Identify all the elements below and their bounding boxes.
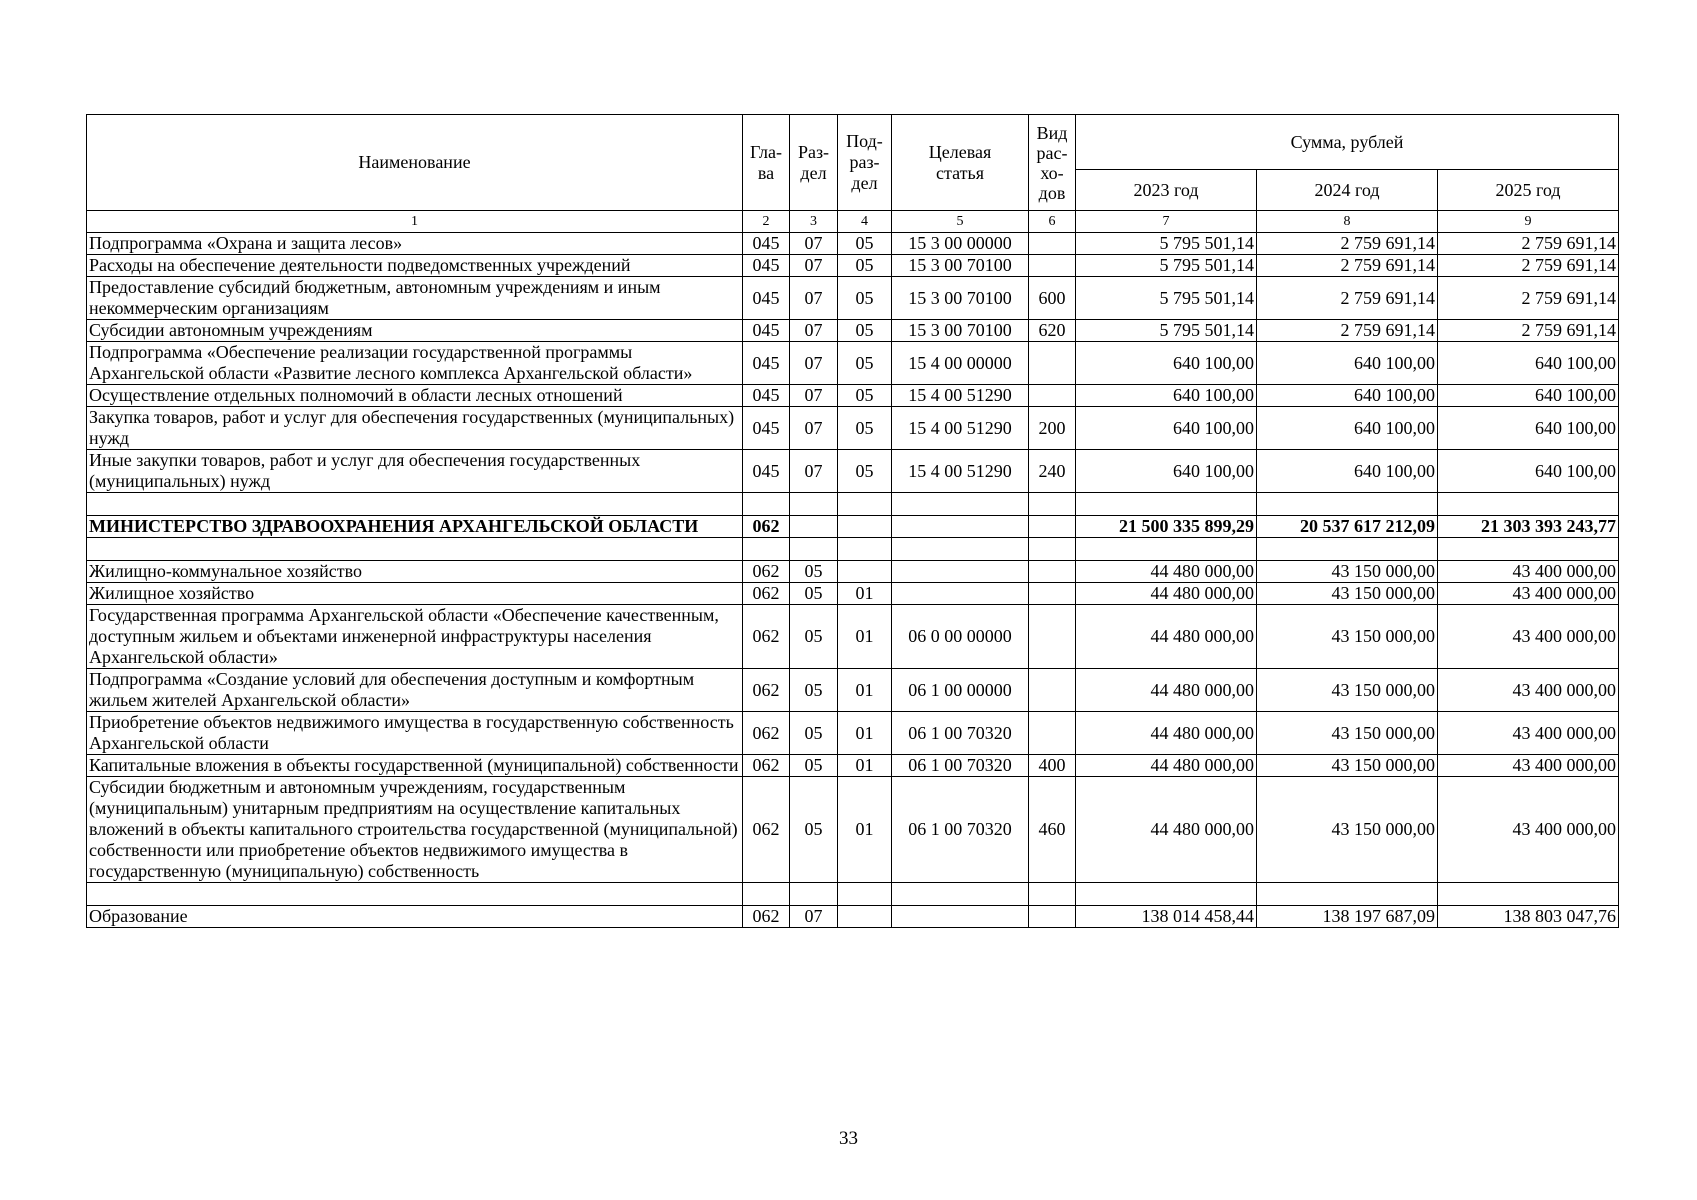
row-sum-2024: 640 100,00 [1257, 342, 1438, 385]
row-sum-2023: 44 480 000,00 [1076, 777, 1257, 883]
table-row [87, 561, 1619, 583]
row-razdel: 07 [790, 450, 838, 493]
table-body [87, 233, 1619, 928]
row-sum-2024: 20 537 617 212,09 [1257, 516, 1438, 538]
row-celevaya: 06 0 00 00000 [892, 605, 1029, 669]
table-row [87, 712, 1619, 755]
row-glava: 045 [743, 450, 790, 493]
row-sum-2023: 138 014 458,44 [1076, 906, 1257, 928]
blank-cell [838, 538, 892, 561]
row-glava: 045 [743, 385, 790, 407]
blank-row [87, 493, 1619, 516]
row-sum-2025: 43 400 000,00 [1438, 712, 1619, 755]
row-name: Подпрограмма «Создание условий для обеспечения доступным и комфортным жильем жителей Архангельской области» [87, 669, 743, 712]
row-podrazdel: 05 [838, 233, 892, 255]
row-sum-2024: 43 150 000,00 [1257, 561, 1438, 583]
row-sum-2025: 2 759 691,14 [1438, 233, 1619, 255]
row-celevaya [892, 583, 1029, 605]
row-glava: 062 [743, 561, 790, 583]
row-sum-2023: 640 100,00 [1076, 407, 1257, 450]
table-row [87, 583, 1619, 605]
blank-cell [1029, 883, 1076, 906]
col-number: 4 [838, 211, 892, 233]
row-sum-2025: 43 400 000,00 [1438, 605, 1619, 669]
row-glava: 045 [743, 342, 790, 385]
row-name: Субсидии бюджетным и автономным учреждениям, государственным (муниципальным) унитарным предприятиям на осуществление капитальных вложений в объекты капитального строительства государственной (муниципальной) собственности или приобретение объектов недвижимого имущества в государственную (муниципальную) собственность [87, 777, 743, 883]
row-sum-2024: 640 100,00 [1257, 407, 1438, 450]
row-vid: 400 [1029, 755, 1076, 777]
row-sum-2024: 43 150 000,00 [1257, 712, 1438, 755]
row-glava: 045 [743, 277, 790, 320]
row-podrazdel: 05 [838, 385, 892, 407]
blank-cell [87, 883, 743, 906]
row-podrazdel: 05 [838, 407, 892, 450]
row-razdel: 05 [790, 605, 838, 669]
row-sum-2023: 44 480 000,00 [1076, 605, 1257, 669]
row-glava: 045 [743, 233, 790, 255]
row-celevaya: 15 3 00 70100 [892, 277, 1029, 320]
row-sum-2025: 138 803 047,76 [1438, 906, 1619, 928]
row-celevaya: 15 4 00 51290 [892, 450, 1029, 493]
table-row [87, 777, 1619, 883]
row-glava: 062 [743, 755, 790, 777]
table-row [87, 516, 1619, 538]
row-glava: 062 [743, 712, 790, 755]
blank-cell [743, 493, 790, 516]
row-sum-2023: 44 480 000,00 [1076, 712, 1257, 755]
row-podrazdel: 01 [838, 669, 892, 712]
row-name: Образование [87, 906, 743, 928]
header-summa: Сумма, рублей [1076, 115, 1619, 170]
row-name: Приобретение объектов недвижимого имущества в государственную собственность Архангельской области [87, 712, 743, 755]
row-celevaya: 15 3 00 00000 [892, 233, 1029, 255]
row-glava: 062 [743, 605, 790, 669]
row-glava: 045 [743, 320, 790, 342]
row-sum-2023: 5 795 501,14 [1076, 255, 1257, 277]
col-number: 8 [1257, 211, 1438, 233]
table-row [87, 755, 1619, 777]
budget-table [86, 114, 1619, 928]
row-razdel: 05 [790, 755, 838, 777]
row-celevaya: 15 3 00 70100 [892, 320, 1029, 342]
row-vid [1029, 906, 1076, 928]
header-year-2024: 2024 год [1257, 170, 1438, 211]
row-sum-2025: 640 100,00 [1438, 450, 1619, 493]
row-celevaya: 06 1 00 00000 [892, 669, 1029, 712]
row-podrazdel [838, 561, 892, 583]
row-name: Подпрограмма «Обеспечение реализации государственной программы Архангельской области «Развитие лесного комплекса Архангельской области» [87, 342, 743, 385]
row-glava: 062 [743, 516, 790, 538]
header-year-2025: 2025 год [1438, 170, 1619, 211]
col-number: 1 [87, 211, 743, 233]
column-number-row [87, 211, 1619, 233]
row-sum-2023: 640 100,00 [1076, 385, 1257, 407]
row-sum-2023: 640 100,00 [1076, 450, 1257, 493]
blank-cell [790, 493, 838, 516]
row-vid: 240 [1029, 450, 1076, 493]
table-row [87, 669, 1619, 712]
row-name: Закупка товаров, работ и услуг для обеспечения государственных (муниципальных) нужд [87, 407, 743, 450]
row-sum-2025: 43 400 000,00 [1438, 755, 1619, 777]
blank-cell [87, 493, 743, 516]
row-sum-2024: 43 150 000,00 [1257, 583, 1438, 605]
row-celevaya: 06 1 00 70320 [892, 755, 1029, 777]
table-row [87, 277, 1619, 320]
row-podrazdel: 01 [838, 712, 892, 755]
page-number: 33 [839, 1128, 858, 1149]
row-glava: 062 [743, 906, 790, 928]
row-razdel: 05 [790, 712, 838, 755]
row-sum-2024: 43 150 000,00 [1257, 777, 1438, 883]
row-glava: 062 [743, 777, 790, 883]
row-sum-2025: 43 400 000,00 [1438, 583, 1619, 605]
blank-cell [1257, 883, 1438, 906]
row-vid: 200 [1029, 407, 1076, 450]
row-podrazdel [838, 516, 892, 538]
blank-cell [1438, 538, 1619, 561]
blank-cell [1076, 538, 1257, 561]
blank-cell [1257, 493, 1438, 516]
row-sum-2024: 2 759 691,14 [1257, 233, 1438, 255]
row-celevaya: 15 4 00 51290 [892, 385, 1029, 407]
row-celevaya [892, 906, 1029, 928]
row-razdel: 07 [790, 233, 838, 255]
row-podrazdel: 01 [838, 583, 892, 605]
row-podrazdel: 05 [838, 255, 892, 277]
row-sum-2025: 640 100,00 [1438, 385, 1619, 407]
row-celevaya [892, 516, 1029, 538]
row-sum-2025: 43 400 000,00 [1438, 561, 1619, 583]
row-celevaya: 15 4 00 51290 [892, 407, 1029, 450]
row-vid [1029, 669, 1076, 712]
row-name: Капитальные вложения в объекты государственной (муниципальной) собственности [87, 755, 743, 777]
row-sum-2024: 138 197 687,09 [1257, 906, 1438, 928]
row-sum-2024: 2 759 691,14 [1257, 320, 1438, 342]
header-celevaya: Целевая статья [892, 115, 1029, 211]
blank-cell [1029, 538, 1076, 561]
row-sum-2025: 2 759 691,14 [1438, 277, 1619, 320]
row-name: Субсидии автономным учреждениям [87, 320, 743, 342]
row-glava: 045 [743, 255, 790, 277]
blank-cell [838, 493, 892, 516]
blank-cell [892, 883, 1029, 906]
row-sum-2025: 640 100,00 [1438, 407, 1619, 450]
header-name: Наименование [87, 115, 743, 211]
row-sum-2023: 44 480 000,00 [1076, 669, 1257, 712]
row-podrazdel: 05 [838, 342, 892, 385]
row-sum-2024: 640 100,00 [1257, 385, 1438, 407]
row-celevaya: 15 4 00 00000 [892, 342, 1029, 385]
row-celevaya: 06 1 00 70320 [892, 712, 1029, 755]
table-row [87, 605, 1619, 669]
row-name: Расходы на обеспечение деятельности подведомственных учреждений [87, 255, 743, 277]
row-sum-2023: 5 795 501,14 [1076, 320, 1257, 342]
row-glava: 045 [743, 407, 790, 450]
row-sum-2023: 640 100,00 [1076, 342, 1257, 385]
header-podrazdel: Под- раз- дел [838, 115, 892, 211]
row-razdel: 07 [790, 342, 838, 385]
header-glava: Гла- ва [743, 115, 790, 211]
header-vid: Вид рас- хо- дов [1029, 115, 1076, 211]
table-row [87, 255, 1619, 277]
blank-cell [1029, 493, 1076, 516]
table-row [87, 320, 1619, 342]
blank-row [87, 538, 1619, 561]
table-row [87, 407, 1619, 450]
table-row [87, 450, 1619, 493]
row-name: Подпрограмма «Охрана и защита лесов» [87, 233, 743, 255]
blank-cell [838, 883, 892, 906]
row-sum-2024: 43 150 000,00 [1257, 669, 1438, 712]
row-vid [1029, 561, 1076, 583]
row-razdel: 07 [790, 385, 838, 407]
row-sum-2025: 2 759 691,14 [1438, 255, 1619, 277]
row-vid: 460 [1029, 777, 1076, 883]
col-number: 9 [1438, 211, 1619, 233]
row-sum-2023: 21 500 335 899,29 [1076, 516, 1257, 538]
col-number: 7 [1076, 211, 1257, 233]
row-razdel: 07 [790, 277, 838, 320]
blank-row [87, 883, 1619, 906]
row-razdel: 07 [790, 407, 838, 450]
table-row [87, 342, 1619, 385]
table-row [87, 385, 1619, 407]
row-podrazdel: 05 [838, 320, 892, 342]
blank-cell [1076, 883, 1257, 906]
row-name: Осуществление отдельных полномочий в области лесных отношений [87, 385, 743, 407]
row-celevaya: 15 3 00 70100 [892, 255, 1029, 277]
row-sum-2024: 2 759 691,14 [1257, 277, 1438, 320]
blank-cell [743, 538, 790, 561]
row-glava: 062 [743, 669, 790, 712]
header-razdel: Раз- дел [790, 115, 838, 211]
row-podrazdel: 01 [838, 605, 892, 669]
row-vid [1029, 712, 1076, 755]
row-sum-2023: 44 480 000,00 [1076, 755, 1257, 777]
blank-cell [1257, 538, 1438, 561]
row-name: Предоставление субсидий бюджетным, автономным учреждениям и иным некоммерческим организациям [87, 277, 743, 320]
table-row [87, 233, 1619, 255]
row-vid [1029, 583, 1076, 605]
col-number: 5 [892, 211, 1029, 233]
row-vid: 620 [1029, 320, 1076, 342]
row-sum-2024: 43 150 000,00 [1257, 605, 1438, 669]
row-sum-2025: 21 303 393 243,77 [1438, 516, 1619, 538]
row-razdel: 07 [790, 906, 838, 928]
row-name: Иные закупки товаров, работ и услуг для обеспечения государственных (муниципальных) нужд [87, 450, 743, 493]
row-podrazdel: 05 [838, 277, 892, 320]
row-sum-2025: 2 759 691,14 [1438, 320, 1619, 342]
blank-cell [1438, 493, 1619, 516]
blank-cell [892, 493, 1029, 516]
row-razdel: 07 [790, 320, 838, 342]
row-sum-2024: 640 100,00 [1257, 450, 1438, 493]
row-name: Жилищное хозяйство [87, 583, 743, 605]
row-sum-2024: 2 759 691,14 [1257, 255, 1438, 277]
row-sum-2023: 5 795 501,14 [1076, 233, 1257, 255]
row-razdel: 05 [790, 669, 838, 712]
row-podrazdel: 01 [838, 755, 892, 777]
row-podrazdel: 05 [838, 450, 892, 493]
blank-cell [743, 883, 790, 906]
row-sum-2023: 44 480 000,00 [1076, 561, 1257, 583]
header-year-2023: 2023 год [1076, 170, 1257, 211]
row-podrazdel [838, 906, 892, 928]
blank-cell [1438, 883, 1619, 906]
row-celevaya [892, 561, 1029, 583]
row-razdel: 05 [790, 777, 838, 883]
row-vid [1029, 385, 1076, 407]
row-glava: 062 [743, 583, 790, 605]
row-sum-2023: 5 795 501,14 [1076, 277, 1257, 320]
row-razdel: 05 [790, 583, 838, 605]
row-sum-2024: 43 150 000,00 [1257, 755, 1438, 777]
row-vid [1029, 233, 1076, 255]
row-sum-2025: 640 100,00 [1438, 342, 1619, 385]
row-vid [1029, 516, 1076, 538]
row-sum-2025: 43 400 000,00 [1438, 777, 1619, 883]
row-celevaya: 06 1 00 70320 [892, 777, 1029, 883]
blank-cell [87, 538, 743, 561]
blank-cell [790, 538, 838, 561]
row-vid: 600 [1029, 277, 1076, 320]
row-sum-2025: 43 400 000,00 [1438, 669, 1619, 712]
row-razdel: 05 [790, 561, 838, 583]
row-name: МИНИСТЕРСТВО ЗДРАВООХРАНЕНИЯ АРХАНГЕЛЬСКОЙ ОБЛАСТИ [87, 516, 743, 538]
row-name: Государственная программа Архангельской области «Обеспечение качественным, доступным жильем и объектами инженерной инфраструктуры населения Архангельской области» [87, 605, 743, 669]
row-vid [1029, 605, 1076, 669]
blank-cell [892, 538, 1029, 561]
row-vid [1029, 255, 1076, 277]
blank-cell [790, 883, 838, 906]
row-razdel: 07 [790, 255, 838, 277]
row-razdel [790, 516, 838, 538]
col-number: 6 [1029, 211, 1076, 233]
blank-cell [1076, 493, 1257, 516]
table-row [87, 906, 1619, 928]
col-number: 2 [743, 211, 790, 233]
row-name: Жилищно-коммунальное хозяйство [87, 561, 743, 583]
col-number: 3 [790, 211, 838, 233]
row-vid [1029, 342, 1076, 385]
row-podrazdel: 01 [838, 777, 892, 883]
row-sum-2023: 44 480 000,00 [1076, 583, 1257, 605]
